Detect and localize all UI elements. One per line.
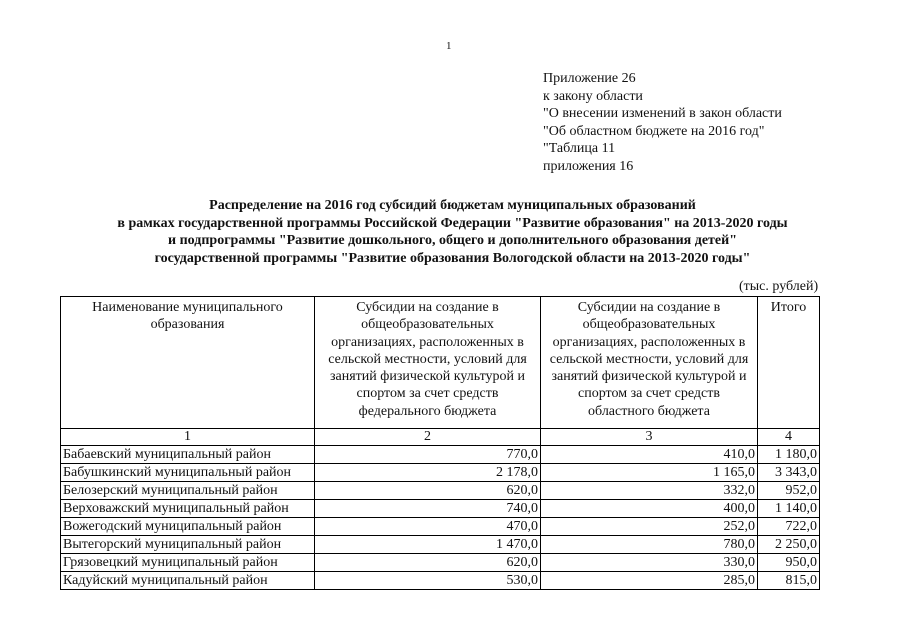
regional-subsidy-cell: 330,0 (541, 554, 758, 572)
header-text-line: организациях, расположенных в (552, 334, 746, 350)
units-label: (тыс. рублей) (739, 279, 819, 294)
table-row (61, 518, 820, 536)
appendix-line: Приложение 26 (543, 71, 636, 86)
header-text-line: общеобразовательных (582, 317, 716, 333)
regional-subsidy-cell: 285,0 (541, 572, 758, 590)
column-number: 4 (758, 429, 820, 446)
municipality-name-cell: Кадуйский муниципальный район (61, 572, 315, 590)
document-title (0, 197, 905, 267)
total-cell: 3 343,0 (758, 464, 820, 482)
appendix-line: к закону области (543, 88, 643, 104)
total-cell: 2 250,0 (758, 536, 820, 554)
table-row (61, 446, 820, 464)
federal-subsidy-cell: 620,0 (315, 554, 541, 572)
header-text-line: занятий физической культурой и (551, 369, 747, 385)
table-row (61, 464, 820, 482)
title-line: в рамках государственной программы Российской Федерации "Развитие образования" на 2013-2020 годы (117, 215, 788, 231)
page-number: 1 (446, 40, 452, 52)
municipality-name-cell: Грязовецкий муниципальный район (61, 554, 315, 572)
header-text-line: образования (150, 317, 225, 333)
federal-subsidy-cell: 620,0 (315, 482, 541, 500)
federal-subsidy-cell: 770,0 (315, 446, 541, 464)
header-federal-subsidy (315, 297, 541, 429)
table-row (61, 536, 820, 554)
column-number: 2 (315, 429, 541, 446)
federal-subsidy-cell: 470,0 (315, 518, 541, 536)
municipality-name-cell: Вожегодский муниципальный район (61, 518, 315, 536)
header-total (758, 297, 820, 429)
regional-subsidy-cell: 332,0 (541, 482, 758, 500)
regional-subsidy-cell: 780,0 (541, 536, 758, 554)
subsidy-table (60, 296, 820, 590)
appendix-line: "Об областном бюджете на 2016 год" (543, 123, 765, 139)
municipality-name-cell: Верховажский муниципальный район (61, 500, 315, 518)
total-cell: 1 180,0 (758, 446, 820, 464)
table-header-row (61, 297, 820, 429)
header-text-line: сельской местности, условий для (328, 351, 527, 367)
header-text-line: Субсидии на создание в (356, 300, 499, 315)
federal-subsidy-cell: 740,0 (315, 500, 541, 518)
federal-subsidy-cell: 530,0 (315, 572, 541, 590)
federal-subsidy-cell: 1 470,0 (315, 536, 541, 554)
column-number-row (61, 429, 820, 446)
header-regional-subsidy (541, 297, 758, 429)
appendix-note (543, 70, 782, 176)
header-text-line: спортом за счет средств (356, 386, 499, 402)
total-cell: 1 140,0 (758, 500, 820, 518)
federal-subsidy-cell: 2 178,0 (315, 464, 541, 482)
municipality-name-cell: Бабаевский муниципальный район (61, 446, 315, 464)
header-text-line: спортом за счет средств (578, 386, 720, 402)
table-row (61, 554, 820, 572)
title-line: государственной программы "Развитие образования Вологодской области на 2013-2020 годы" (154, 250, 751, 266)
header-text-line: Наименование муниципального (92, 300, 283, 315)
header-text-line: занятий физической культурой и (329, 369, 525, 385)
appendix-line: приложения 16 (543, 158, 634, 174)
header-text-line: федерального бюджета (358, 403, 497, 419)
total-cell: 815,0 (758, 572, 820, 590)
title-line: и подпрограммы "Развитие дошкольного, общего и дополнительного образования детей" (168, 233, 737, 248)
header-text-line: Субсидии на создание в (577, 300, 721, 315)
total-cell: 952,0 (758, 482, 820, 500)
table-row (61, 500, 820, 518)
municipality-name-cell: Вытегорский муниципальный район (61, 536, 315, 554)
municipality-name-cell: Белозерский муниципальный район (61, 482, 315, 500)
table-row (61, 572, 820, 590)
total-cell: 722,0 (758, 518, 820, 536)
header-text-line: сельской местности, условий для (549, 351, 749, 367)
municipality-name-cell: Бабушкинский муниципальный район (61, 464, 315, 482)
header-text-line: организациях, расположенных в (331, 334, 524, 350)
table-row (61, 482, 820, 500)
appendix-line: "Таблица 11 (543, 141, 616, 157)
header-text-line: общеобразовательных (361, 317, 494, 333)
column-number: 1 (61, 429, 315, 446)
title-line: Распределение на 2016 год субсидий бюджетам муниципальных образований (209, 198, 696, 213)
header-text-line: Итого (770, 300, 807, 315)
regional-subsidy-cell: 400,0 (541, 500, 758, 518)
regional-subsidy-cell: 410,0 (541, 446, 758, 464)
regional-subsidy-cell: 1 165,0 (541, 464, 758, 482)
total-cell: 950,0 (758, 554, 820, 572)
header-text-line: областного бюджета (588, 403, 710, 419)
appendix-line: "О внесении изменений в закон области (543, 106, 782, 122)
regional-subsidy-cell: 252,0 (541, 518, 758, 536)
header-municipality (61, 297, 315, 429)
column-number: 3 (541, 429, 758, 446)
